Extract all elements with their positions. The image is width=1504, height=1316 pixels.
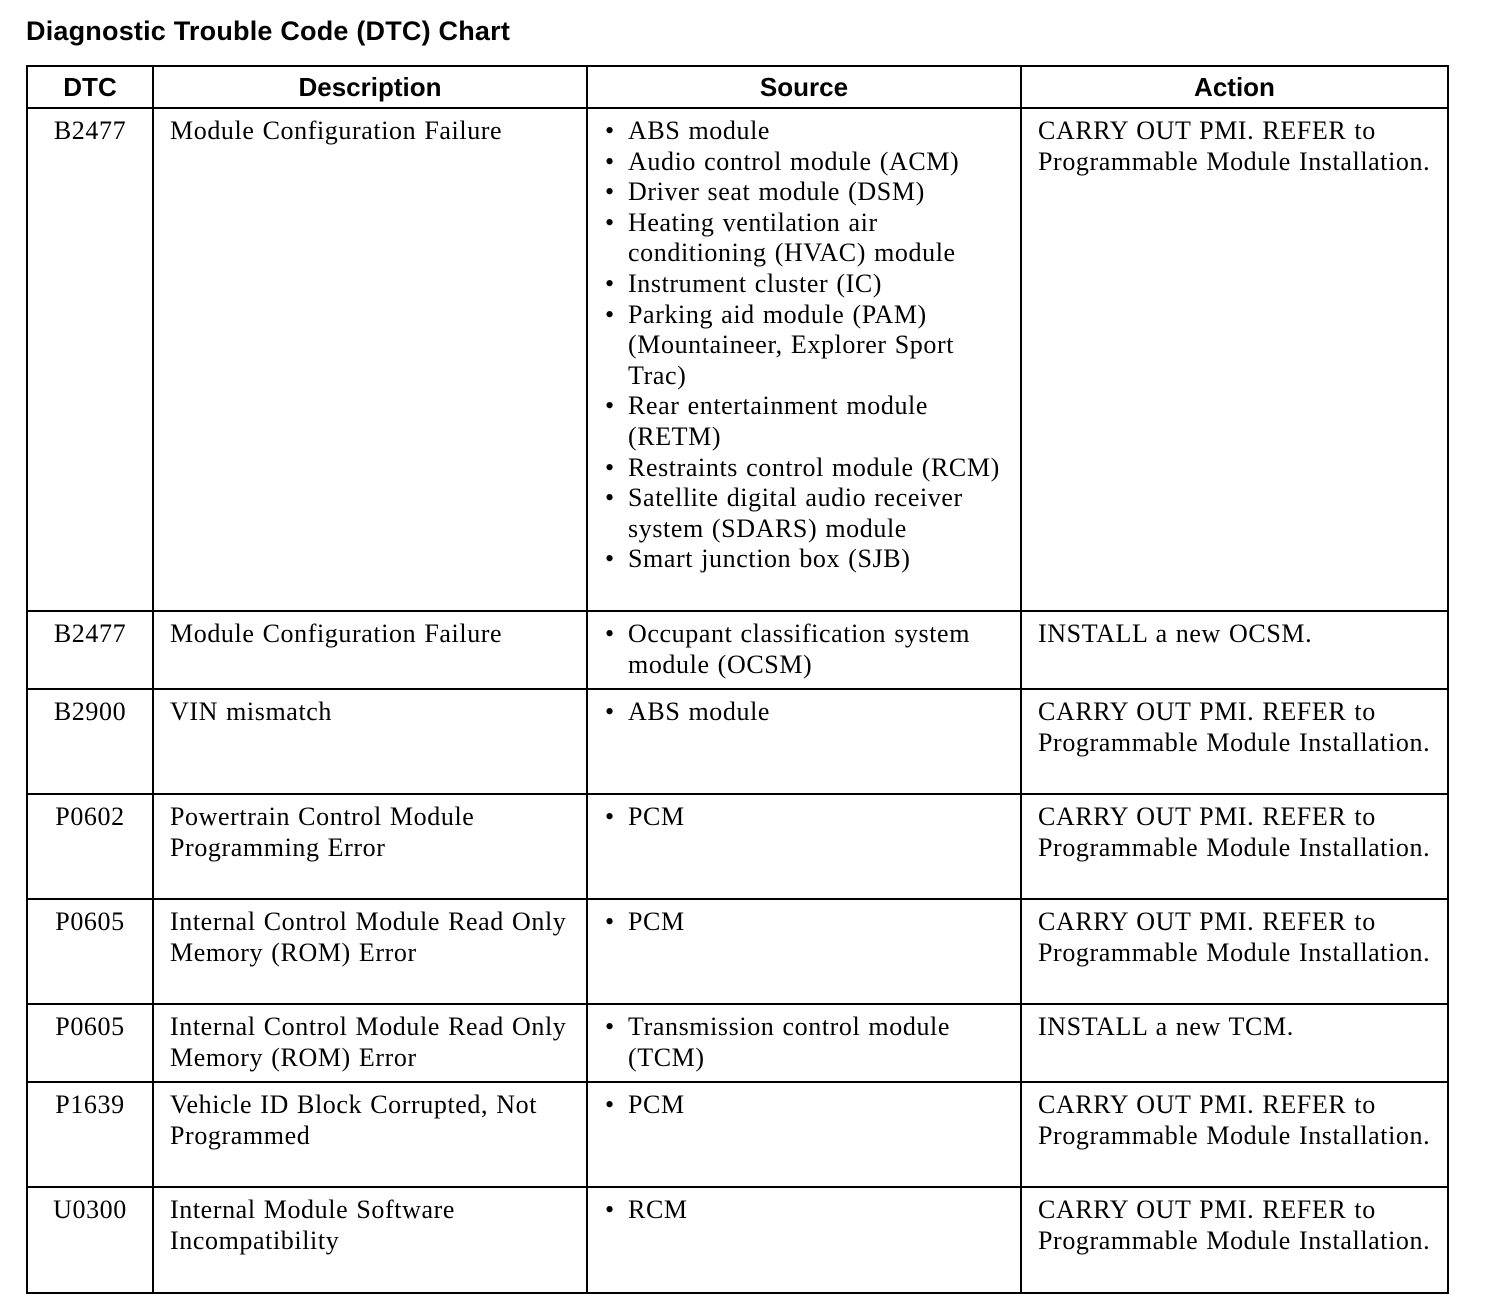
source-list bbox=[604, 802, 1012, 833]
source-item: • Parking aid module (PAM) (Mountaineer, Explorer Sport Trac) bbox=[604, 300, 1012, 392]
table-row bbox=[27, 1082, 1448, 1187]
source-item: • ABS module bbox=[604, 697, 1012, 728]
table-row bbox=[27, 1187, 1448, 1293]
cell-description: Internal Control Module Read Only Memory (ROM) Error bbox=[153, 1004, 587, 1082]
header-source: Source bbox=[587, 66, 1021, 108]
cell-action: CARRY OUT PMI. REFER to Programmable Module Installation. bbox=[1021, 899, 1448, 1004]
source-item: • Driver seat module (DSM) bbox=[604, 177, 1012, 208]
header-dtc: DTC bbox=[27, 66, 153, 108]
source-item: • PCM bbox=[604, 907, 1012, 938]
cell-dtc: B2477 bbox=[27, 108, 153, 611]
cell-description: Module Configuration Failure bbox=[153, 611, 587, 689]
source-item: • ABS module bbox=[604, 116, 1012, 147]
header-row bbox=[27, 66, 1448, 108]
source-item: • PCM bbox=[604, 802, 1012, 833]
cell-source bbox=[587, 1082, 1021, 1187]
cell-dtc: P1639 bbox=[27, 1082, 153, 1187]
table-row bbox=[27, 611, 1448, 689]
cell-source bbox=[587, 899, 1021, 1004]
cell-source bbox=[587, 108, 1021, 611]
cell-dtc: U0300 bbox=[27, 1187, 153, 1293]
cell-description: Vehicle ID Block Corrupted, Not Programmed bbox=[153, 1082, 587, 1187]
table-row bbox=[27, 1004, 1448, 1082]
source-item: • Rear entertainment module (RETM) bbox=[604, 391, 1012, 452]
cell-source bbox=[587, 611, 1021, 689]
cell-action: CARRY OUT PMI. REFER to Programmable Module Installation. bbox=[1021, 1187, 1448, 1293]
table-row bbox=[27, 794, 1448, 899]
source-list bbox=[604, 116, 1012, 575]
cell-action: CARRY OUT PMI. REFER to Programmable Module Installation. bbox=[1021, 794, 1448, 899]
cell-dtc: B2477 bbox=[27, 611, 153, 689]
dtc-table bbox=[26, 65, 1449, 1294]
cell-source bbox=[587, 1004, 1021, 1082]
source-item: • Audio control module (ACM) bbox=[604, 147, 1012, 178]
source-list bbox=[604, 1090, 1012, 1121]
cell-dtc: P0605 bbox=[27, 899, 153, 1004]
cell-source bbox=[587, 1187, 1021, 1293]
source-item: • Occupant classification system module (OCSM) bbox=[604, 619, 1012, 680]
source-item: • Restraints control module (RCM) bbox=[604, 453, 1012, 484]
cell-action: CARRY OUT PMI. REFER to Programmable Module Installation. bbox=[1021, 689, 1448, 794]
cell-description: Internal Module Software Incompatibility bbox=[153, 1187, 587, 1293]
cell-dtc: P0602 bbox=[27, 794, 153, 899]
cell-description: Internal Control Module Read Only Memory (ROM) Error bbox=[153, 899, 587, 1004]
source-list bbox=[604, 1012, 1012, 1073]
cell-description: Module Configuration Failure bbox=[153, 108, 587, 611]
source-item: • Instrument cluster (IC) bbox=[604, 269, 1012, 300]
source-list bbox=[604, 619, 1012, 680]
table-row bbox=[27, 899, 1448, 1004]
source-list bbox=[604, 697, 1012, 728]
source-list bbox=[604, 907, 1012, 938]
cell-action: INSTALL a new OCSM. bbox=[1021, 611, 1448, 689]
cell-dtc: B2900 bbox=[27, 689, 153, 794]
cell-source bbox=[587, 689, 1021, 794]
source-item: • Smart junction box (SJB) bbox=[604, 544, 1012, 575]
source-item: • Heating ventilation air conditioning (HVAC) module bbox=[604, 208, 1012, 269]
table-row bbox=[27, 689, 1448, 794]
cell-source bbox=[587, 794, 1021, 899]
header-action: Action bbox=[1021, 66, 1448, 108]
cell-action: CARRY OUT PMI. REFER to Programmable Module Installation. bbox=[1021, 108, 1448, 611]
source-item: • Satellite digital audio receiver system (SDARS) module bbox=[604, 483, 1012, 544]
source-item: • PCM bbox=[604, 1090, 1012, 1121]
cell-dtc: P0605 bbox=[27, 1004, 153, 1082]
source-item: • Transmission control module (TCM) bbox=[604, 1012, 1012, 1073]
source-item: • RCM bbox=[604, 1195, 1012, 1226]
cell-description: VIN mismatch bbox=[153, 689, 587, 794]
cell-action: CARRY OUT PMI. REFER to Programmable Module Installation. bbox=[1021, 1082, 1448, 1187]
table-row bbox=[27, 108, 1448, 611]
page-title: Diagnostic Trouble Code (DTC) Chart bbox=[26, 16, 511, 46]
cell-action: INSTALL a new TCM. bbox=[1021, 1004, 1448, 1082]
cell-description: Powertrain Control Module Programming Error bbox=[153, 794, 587, 899]
source-list bbox=[604, 1195, 1012, 1226]
header-description: Description bbox=[153, 66, 587, 108]
